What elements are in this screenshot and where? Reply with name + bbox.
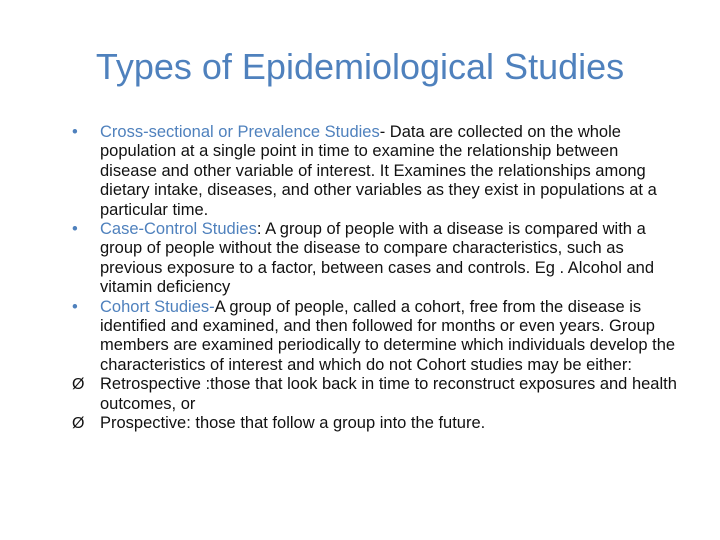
item-text: A group of people, called a cohort, free from the disease is identified and examined, and then followed for months or even years. Group members are examined periodically to determine which individuals develop the characteristics of interest and which do not Cohort studies may be either: xyxy=(100,297,676,374)
term-separator: : xyxy=(256,220,262,239)
term-separator: - xyxy=(379,123,386,141)
term-cross-sectional: Cross-sectional or Prevalence Studies xyxy=(100,123,380,141)
bullet-list xyxy=(72,123,678,434)
item-text: Data are collected on the whole population at a single point in time to examine the relationship between disease and other variable of interest. It Examines the relationships among dietary intake, diseases, and other variables as they exist in populations at a particular time. xyxy=(100,123,657,219)
item-text: Prospective: those that follow a group into the future. xyxy=(100,414,486,433)
term-case-control: Case-Control Studies xyxy=(100,220,257,239)
list-item-retrospective xyxy=(72,375,678,414)
item-text: Retrospective :those that look back in time to reconstruct exposures and health outcomes, or xyxy=(100,375,677,413)
bullet-dot-icon: • xyxy=(72,220,78,239)
bullet-dot-icon: • xyxy=(72,123,78,141)
list-item-cohort xyxy=(72,298,678,376)
arrow-bullet-icon: Ø xyxy=(72,376,85,394)
item-text: A group of people with a disease is compared with a group of people without the disease to compare characteristics, such as previous exposure to a factor, between cases and controls. Eg . Alcohol and vitamin deficiency xyxy=(100,220,655,297)
list-item-cross-sectional xyxy=(72,123,678,220)
list-item-case-control xyxy=(72,220,678,298)
list-item-prospective xyxy=(72,414,678,433)
slide-title: Types of Epidemiological Studies xyxy=(95,46,625,87)
bullet-dot-icon: • xyxy=(72,297,78,316)
term-cohort: Cohort Studies- xyxy=(100,297,215,316)
arrow-bullet-icon: Ø xyxy=(72,415,85,433)
